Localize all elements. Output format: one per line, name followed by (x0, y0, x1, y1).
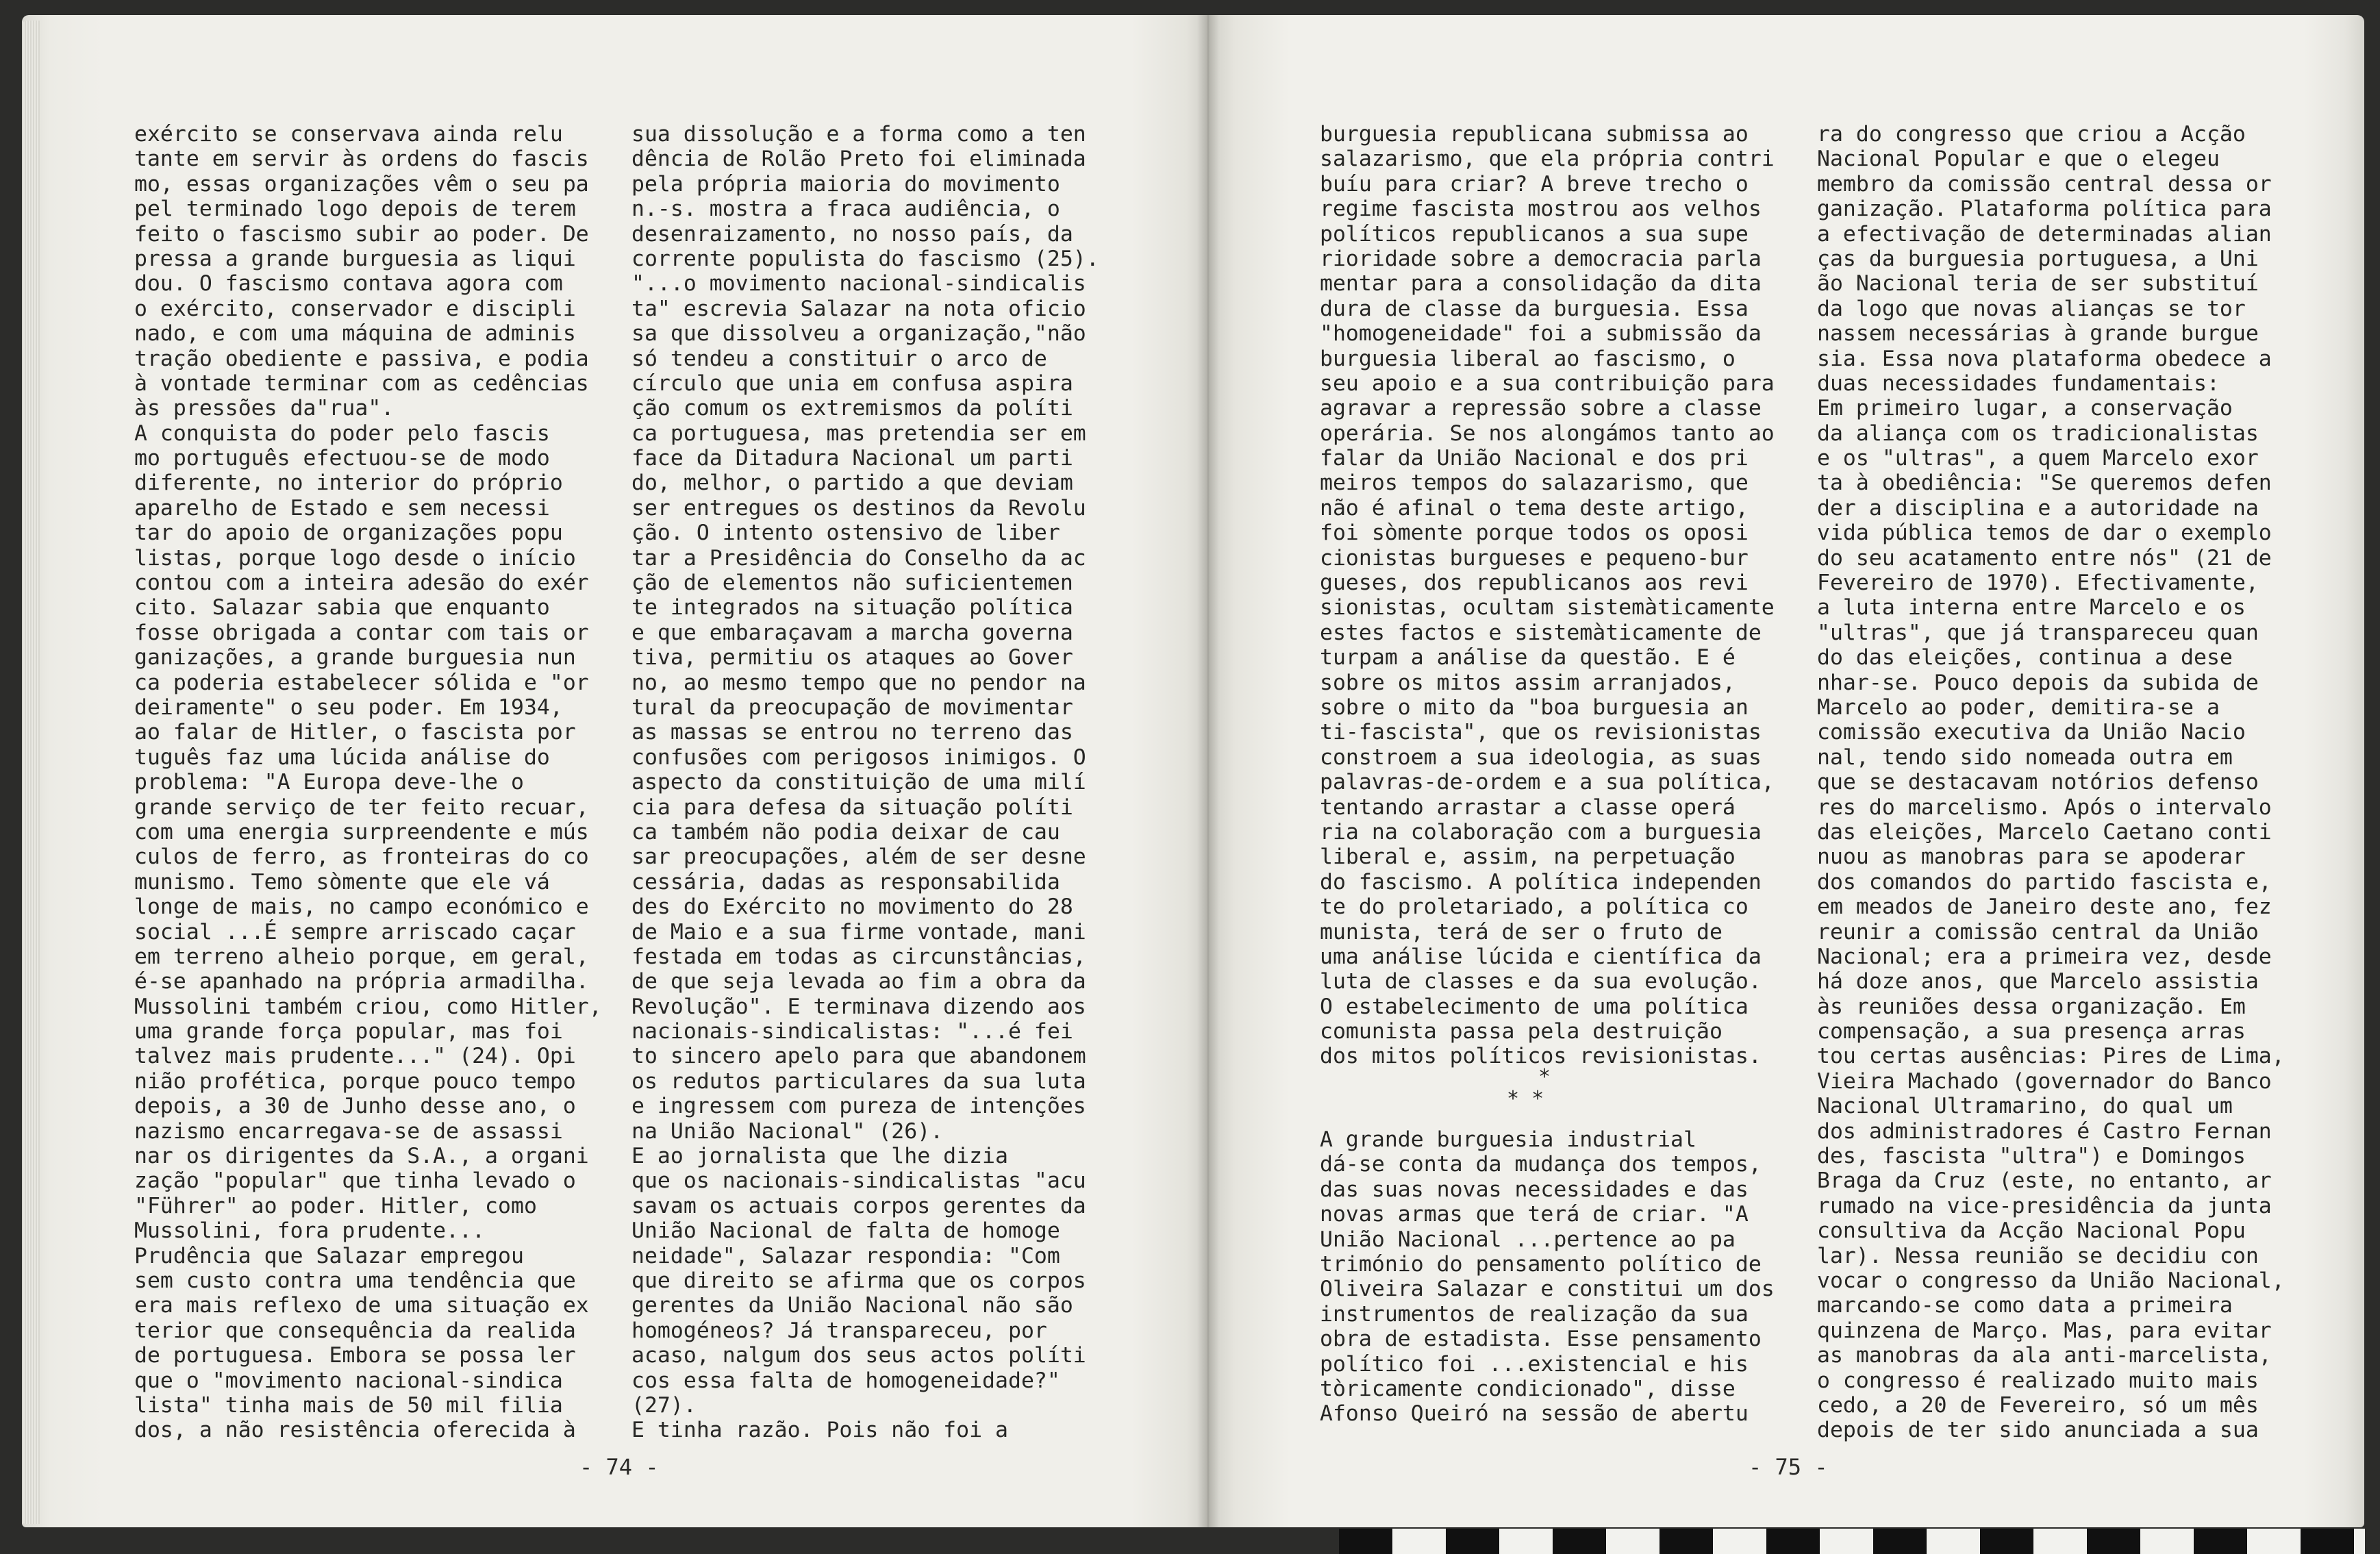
text-line: tração obediente e passiva, e podia (134, 346, 589, 371)
text-line: operária. Se nos alongámos tanto ao (1320, 421, 1775, 446)
ruler-segment (1446, 1529, 1499, 1554)
text-line: festada em todas as circunstâncias, (631, 944, 1086, 969)
text-line: no, ao mesmo tempo que no pendor na (631, 670, 1086, 695)
text-line: dos, a não resistência oferecida à (134, 1418, 576, 1443)
text-line: às pressões da"rua". (134, 396, 394, 421)
text-line: na União Nacional" (26). (631, 1118, 944, 1144)
text-line: nhar-se. Pouco depois da subida de (1817, 670, 2259, 695)
text-line: sia. Essa nova plataforma obedece a (1817, 346, 2272, 371)
text-line: corrente populista do fascismo (25). (631, 246, 1099, 271)
text-line: Afonso Queiró na sessão de abertu (1320, 1401, 1749, 1427)
text-line: terior que consequência da realida (134, 1318, 576, 1343)
text-line: homogéneos? Já transpareceu, por (631, 1318, 1047, 1343)
text-line: do fascismo. A política independen (1320, 869, 1762, 894)
text-line: des do Exército no movimento do 28 (631, 894, 1073, 920)
ruler-segment (2194, 1529, 2247, 1554)
text-line: ção. O intento ostensivo de liber (631, 521, 1060, 546)
right-page-number: - 75 - (1749, 1454, 1828, 1480)
text-line: Nacional; era a primeira vez, desde (1817, 944, 2272, 969)
ruler-segment (1766, 1529, 1820, 1554)
text-line: O estabelecimento de uma política (1320, 994, 1749, 1019)
ruler-segment (1553, 1529, 1606, 1554)
text-line: regime fascista mostrou aos velhos (1320, 197, 1762, 222)
text-line: zação "popular" que tinha levado o (134, 1168, 576, 1194)
text-line: liberal e, assim, na perpetuação (1320, 844, 1736, 870)
text-line: União Nacional de falta de homoge (631, 1218, 1060, 1244)
text-line: ti-fascista", que os revisionistas (1320, 720, 1762, 745)
text-line: nacionais-sindicalistas: "...é fei (631, 1019, 1073, 1044)
text-line: de Maio e a sua firme vontade, mani (631, 919, 1086, 944)
text-line: tante em servir às ordens do fascis (134, 147, 589, 172)
text-line: rioridade sobre a democracia parla (1320, 246, 1762, 271)
text-line: nuou as manobras para se apoderar (1817, 844, 2246, 870)
text-line: sobre o mito da "boa burguesia an (1320, 694, 1749, 720)
text-line: Fevereiro de 1970). Efectivamente, (1817, 571, 2259, 596)
text-line: nado, e com uma máquina de adminis (134, 321, 576, 347)
text-line: der a disciplina e a autoridade na (1817, 495, 2259, 521)
text-line: savam os actuais corpos gerentes da (631, 1193, 1086, 1218)
text-line: palavras-de-ordem e a sua política, (1320, 770, 1775, 795)
text-line: dou. O fascismo contava agora com (134, 271, 563, 297)
text-line: "homogeneidade" foi a submissão da (1320, 321, 1762, 347)
text-line: nião profética, porque pouco tempo (134, 1068, 576, 1094)
text-line: A grande burguesia industrial (1320, 1127, 1696, 1152)
text-line: o congresso é realizado muito mais (1817, 1368, 2259, 1393)
text-line: vocar o congresso da União Nacional, (1817, 1268, 2285, 1293)
page-stack-edge (22, 21, 40, 1524)
text-line: dência de Rolão Preto foi eliminada (631, 147, 1086, 172)
ruler-segment (1980, 1529, 2033, 1554)
text-line: ção de elementos não suficientemen (631, 571, 1073, 596)
text-line: "Führer" ao poder. Hitler, como (134, 1193, 537, 1218)
text-line: tou certas ausências: Pires de Lima, (1817, 1044, 2285, 1069)
text-line: acaso, nalgum dos seus actos políti (631, 1343, 1086, 1368)
text-line: em terreno alheio porque, em geral, (134, 944, 589, 969)
text-line: talvez mais prudente..." (24). Opi (134, 1044, 576, 1069)
text-line: Marcelo ao poder, demitira-se a (1817, 694, 2220, 720)
left-page-number: - 74 - (579, 1454, 659, 1480)
text-line: com uma energia surpreendente e mús (134, 819, 589, 844)
text-line: as manobras da ala anti-marcelista, (1817, 1343, 2272, 1368)
text-line: aparelho de Estado e sem necessi (134, 495, 550, 521)
text-line: contou com a inteira adesão do exér (134, 571, 589, 596)
text-line: reunir a comissão central da União (1817, 919, 2259, 944)
text-line: do, melhor, o partido a que deviam (631, 471, 1073, 496)
text-line: feito o fascismo subir ao poder. De (134, 221, 589, 247)
right-page-column-2 (1817, 122, 2285, 1443)
right-page-column-1-bottom (1320, 1127, 1775, 1427)
text-line: grande serviço de ter feito recuar, (134, 794, 589, 820)
section-separator-top: * (1538, 1065, 1551, 1089)
text-line: pela própria maioria do movimento (631, 171, 1060, 197)
text-line: comunista passa pela destruição (1320, 1019, 1723, 1044)
text-line: Nacional Popular e que o elegeu (1817, 147, 2220, 172)
text-line: cia para defesa da situação políti (631, 794, 1073, 820)
text-line: neidade", Salazar respondia: "Com (631, 1243, 1060, 1268)
text-line: aspecto da constituição de uma milí (631, 770, 1086, 795)
text-line: dura de classe da burguesia. Essa (1320, 296, 1749, 321)
text-line: ganizações, a grande burguesia nun (134, 645, 576, 671)
text-line: cos essa falta de homogeneidade?" (631, 1368, 1060, 1393)
text-line: listas, porque logo desde o início (134, 545, 576, 571)
text-line: das eleições, Marcelo Caetano conti (1817, 819, 2272, 844)
text-line: lar). Nessa reunião se decidiu con (1817, 1243, 2259, 1268)
ruler-segment (1339, 1529, 1392, 1554)
text-line: tar do apoio de organizações popu (134, 521, 563, 546)
text-line: buíu para criar? A breve trecho o (1320, 171, 1749, 197)
text-line: n.-s. mostra a fraca audiência, o (631, 197, 1060, 222)
text-line: lista" tinha mais de 50 mil filia (134, 1392, 563, 1418)
text-line: às reuniões dessa organização. Em (1817, 994, 2246, 1019)
text-line: era mais reflexo de uma situação ex (134, 1293, 589, 1318)
text-line: sa que dissolveu a organização,"não (631, 321, 1086, 347)
book-gutter (1197, 15, 1219, 1527)
left-page-column-1 (134, 122, 602, 1443)
text-line: uma análise lúcida e científica da (1320, 944, 1762, 969)
text-line: político foi ...existencial e his (1320, 1351, 1749, 1377)
text-line: comissão executiva da União Nacio (1817, 720, 2246, 745)
text-line: instrumentos de realização da sua (1320, 1301, 1749, 1327)
text-line: das suas novas necessidades e das (1320, 1177, 1749, 1202)
text-line: nassem necessárias à grande burgue (1817, 321, 2259, 347)
text-line: ra do congresso que criou a Acção (1817, 122, 2246, 147)
text-line: as massas se entrou no terreno das (631, 720, 1073, 745)
text-line: depois, a 30 de Junho desse ano, o (134, 1094, 576, 1119)
text-line: que se destacavam notórios defenso (1817, 770, 2259, 795)
text-line: a efectivação de determinadas alian (1817, 221, 2272, 247)
text-line: ta à obediência: "Se queremos defen (1817, 471, 2272, 496)
text-line: da logo que novas alianças se tor (1817, 296, 2246, 321)
text-line: tentando arrastar a classe operá (1320, 794, 1736, 820)
text-line: rumado na vice-presidência da junta (1817, 1193, 2272, 1218)
text-line: cionistas burgueses e pequeno-bur (1320, 545, 1749, 571)
text-line: que os nacionais-sindicalistas "acu (631, 1168, 1086, 1194)
text-line: não é afinal o tema deste artigo, (1320, 495, 1749, 521)
text-line: tòricamente condicionado", disse (1320, 1376, 1736, 1401)
text-line: estes factos e sistemàticamente de (1320, 620, 1762, 645)
text-line: munista, terá de ser o fruto de (1320, 919, 1723, 944)
scale-ruler (1339, 1529, 2365, 1554)
text-line: ao falar de Hitler, o fascista por (134, 720, 576, 745)
text-line: e que embaraçavam a marcha governa (631, 620, 1073, 645)
text-line: problema: "A Europa deve-lhe o (134, 770, 524, 795)
text-line: mo, essas organizações vêm o seu pa (134, 171, 589, 197)
text-line: e os "ultras", a quem Marcelo exor (1817, 446, 2259, 471)
ruler-segment (1873, 1529, 1927, 1554)
text-line: cito. Salazar sabia que enquanto (134, 595, 550, 621)
text-line: social ...É sempre arriscado caçar (134, 919, 576, 944)
text-line: exército se conservava ainda relu (134, 122, 563, 147)
text-line: burguesia republicana submissa ao (1320, 122, 1749, 147)
text-line: te do proletariado, a política co (1320, 894, 1749, 920)
text-line: dos comandos do partido fascista e, (1817, 869, 2272, 894)
text-line: uma grande força popular, mas foi (134, 1019, 563, 1044)
text-line: Braga da Cruz (este, no entanto, ar (1817, 1168, 2272, 1194)
text-line: da aliança com os tradicionalistas (1817, 421, 2259, 446)
text-line: ca também não podia deixar de cau (631, 819, 1060, 844)
text-line: ca portuguesa, mas pretendia ser em (631, 421, 1086, 446)
text-line: ão Nacional teria de ser substituí (1817, 271, 2259, 297)
text-line: pel terminado logo depois de terem (134, 197, 576, 222)
right-page-column-1-top (1320, 122, 1775, 1069)
text-line: trimónio do pensamento político de (1320, 1251, 1762, 1277)
ruler-segment (1659, 1529, 1713, 1554)
text-line: tural da preocupação de movimentar (631, 694, 1073, 720)
text-line: nazismo encarregava-se de assassi (134, 1118, 563, 1144)
text-line: cessária, dadas as responsabilida (631, 869, 1060, 894)
text-line: des, fascista "ultra") e Domingos (1817, 1144, 2246, 1169)
text-line: diferente, no interior do próprio (134, 471, 563, 496)
text-line: gueses, dos republicanos aos revi (1320, 571, 1749, 596)
text-line: burguesia liberal ao fascismo, o (1320, 346, 1736, 371)
text-line: E tinha razão. Pois não foi a (631, 1418, 1008, 1443)
text-line: marcando-se como data a primeira (1817, 1293, 2233, 1318)
text-line: falar da União Nacional e dos pri (1320, 446, 1749, 471)
text-line: sem custo contra uma tendência que (134, 1268, 576, 1293)
text-line: compensação, a sua presença arras (1817, 1019, 2246, 1044)
text-line: sua dissolução e a forma como a ten (631, 122, 1086, 147)
text-line: meiros tempos do salazarismo, que (1320, 471, 1749, 496)
text-line: dos administradores é Castro Fernan (1817, 1118, 2272, 1144)
text-line: mo português efectuou-se de modo (134, 446, 550, 471)
text-line: círculo que unia em confusa aspira (631, 371, 1073, 396)
text-line: à vontade terminar com as cedências (134, 371, 589, 396)
text-line: tiva, permitiu os ataques ao Gover (631, 645, 1073, 671)
text-line: ças da burguesia portuguesa, a Uni (1817, 246, 2259, 271)
text-line: em meados de Janeiro deste ano, fez (1817, 894, 2272, 920)
text-line: tar a Presidência do Conselho da ac (631, 545, 1086, 571)
text-line: que direito se afirma que os corpos (631, 1268, 1086, 1293)
text-line: Oliveira Salazar e constitui um dos (1320, 1277, 1775, 1302)
text-line: longe de mais, no campo económico e (134, 894, 589, 920)
text-line: os redutos particulares da sua luta (631, 1068, 1086, 1094)
text-line: quinzena de Março. Mas, para evitar (1817, 1318, 2272, 1343)
text-line: seu apoio e a sua contribuição para (1320, 371, 1775, 396)
text-line: foi sòmente porque todos os oposi (1320, 521, 1749, 546)
text-line: to sincero apelo para que abandonem (631, 1044, 1086, 1069)
text-line: Revolução". E terminava dizendo aos (631, 994, 1086, 1019)
ruler-segment (2301, 1529, 2354, 1554)
text-line: A conquista do poder pelo fascis (134, 421, 550, 446)
text-line: consultiva da Acção Nacional Popu (1817, 1218, 2246, 1244)
text-line: ca poderia estabelecer sólida e "or (134, 670, 589, 695)
text-line: que o "movimento nacional-sindica (134, 1368, 563, 1393)
text-line: turpam a análise da questão. E é (1320, 645, 1736, 671)
text-line: dos mitos políticos revisionistas. (1320, 1044, 1762, 1069)
text-line: políticos republicanos a sua supe (1320, 221, 1749, 247)
text-line: "...o movimento nacional-sindicalis (631, 271, 1086, 297)
text-line: (27). (631, 1392, 697, 1418)
ruler-segment (2087, 1529, 2140, 1554)
text-line: novas armas que terá de criar. "A (1320, 1202, 1749, 1227)
text-line: de que seja levada ao fim a obra da (631, 969, 1086, 994)
text-line: munismo. Temo sòmente que ele vá (134, 869, 550, 894)
text-line: membro da comissão central dessa or (1817, 171, 2272, 197)
text-line: agravar a repressão sobre a classe (1320, 396, 1762, 421)
text-line: culos de ferro, as fronteiras do co (134, 844, 589, 870)
text-line: nal, tendo sido nomeada outra em (1817, 744, 2233, 770)
text-line: vida pública temos de dar o exemplo (1817, 521, 2272, 546)
text-line: mentar para a consolidação da dita (1320, 271, 1762, 297)
text-line: Mussolini também criou, como Hitler, (134, 994, 602, 1019)
text-line: depois de ter sido anunciada a sua (1817, 1418, 2259, 1443)
text-line: obra de estadista. Esse pensamento (1320, 1327, 1762, 1352)
text-line: a luta interna entre Marcelo e os (1817, 595, 2246, 621)
text-line: ser entregues os destinos da Revolu (631, 495, 1086, 521)
text-line: Vieira Machado (governador do Banco (1817, 1068, 2272, 1094)
text-line: de portuguesa. Embora se possa ler (134, 1343, 576, 1368)
text-line: Em primeiro lugar, a conservação (1817, 396, 2233, 421)
text-line: confusões com perigosos inimigos. O (631, 744, 1086, 770)
text-line: sar preocupações, além de ser desne (631, 844, 1086, 870)
text-line: duas necessidades fundamentais: (1817, 371, 2220, 396)
text-line: gerentes da União Nacional não são (631, 1293, 1073, 1318)
text-line: União Nacional ...pertence ao pa (1320, 1227, 1736, 1252)
text-line: desenraizamento, no nosso país, da (631, 221, 1073, 247)
text-line: o exército, conservador e discipli (134, 296, 576, 321)
text-line: face da Ditadura Nacional um parti (631, 446, 1073, 471)
text-line: há doze anos, que Marcelo assistia (1817, 969, 2259, 994)
text-line: "ultras", que já transpareceu quan (1817, 620, 2259, 645)
text-line: Mussolini, fora prudente... (134, 1218, 486, 1244)
text-line: deiramente" o seu poder. Em 1934, (134, 694, 563, 720)
text-line: E ao jornalista que lhe dizia (631, 1144, 1008, 1169)
text-line: é-se apanhado na própria armadilha. (134, 969, 589, 994)
left-page-column-2 (631, 122, 1099, 1443)
text-line: sobre os mitos assim arranjados, (1320, 670, 1736, 695)
text-line: do das eleições, continua a dese (1817, 645, 2233, 671)
text-line: fosse obrigada a contar com tais or (134, 620, 589, 645)
text-line: Prudência que Salazar empregou (134, 1243, 524, 1268)
text-line: Nacional Ultramarino, do qual um (1817, 1094, 2233, 1119)
text-line: do seu acatamento entre nós" (21 de (1817, 545, 2272, 571)
text-line: nar os dirigentes da S.A., a organi (134, 1144, 589, 1169)
text-line: te integrados na situação política (631, 595, 1073, 621)
section-separator-bottom: * * (1507, 1087, 1544, 1111)
text-line: salazarismo, que ela própria contri (1320, 147, 1775, 172)
text-line: ta" escrevia Salazar na nota oficio (631, 296, 1086, 321)
text-line: sionistas, ocultam sistemàticamente (1320, 595, 1775, 621)
text-line: tuguês faz uma lúcida análise do (134, 744, 550, 770)
text-line: luta de classes e da sua evolução. (1320, 969, 1762, 994)
text-line: ganização. Plataforma política para (1817, 197, 2272, 222)
text-line: ria na colaboração com a burguesia (1320, 819, 1762, 844)
text-line: res do marcelismo. Após o intervalo (1817, 794, 2272, 820)
text-line: só tendeu a constituir o arco de (631, 346, 1047, 371)
text-line: constroem a sua ideologia, as suas (1320, 744, 1762, 770)
text-line: e ingressem com pureza de intenções (631, 1094, 1086, 1119)
text-line: ção comum os extremismos da políti (631, 396, 1073, 421)
text-line: dá-se conta da mudança dos tempos, (1320, 1152, 1762, 1177)
text-line: pressa a grande burguesia as liqui (134, 246, 576, 271)
text-line: cedo, a 20 de Fevereiro, só um mês (1817, 1392, 2259, 1418)
